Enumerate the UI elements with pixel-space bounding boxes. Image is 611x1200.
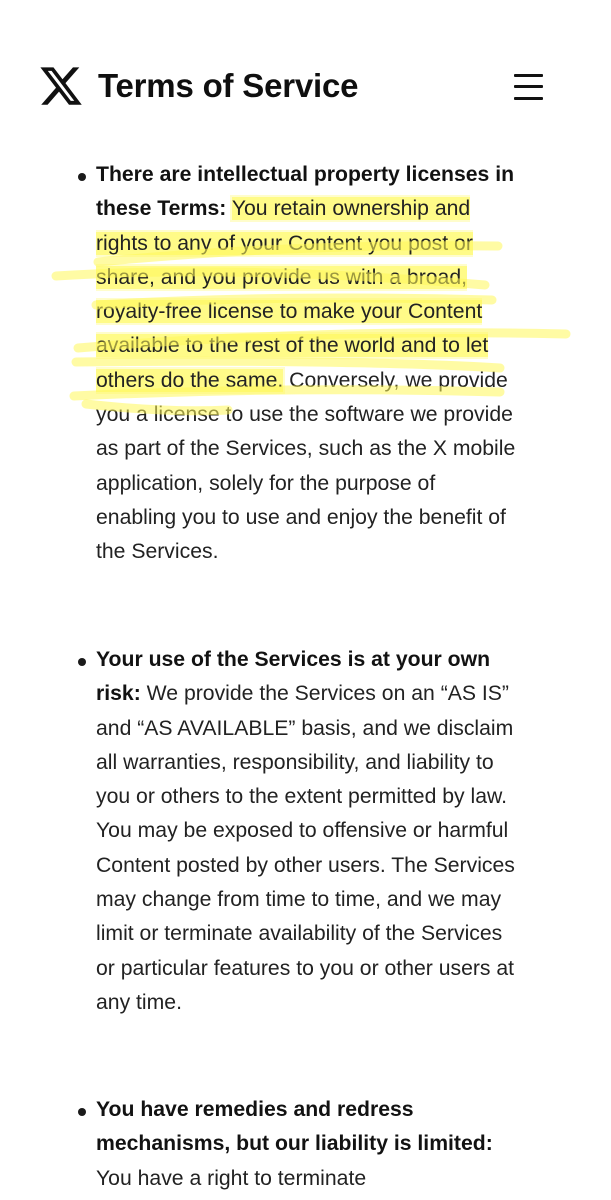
- bullet-icon: [78, 173, 86, 181]
- highlighted-text: You retain ownership and rights to any of your Content you post or share, and you provide us with a broad, royalty-free license to make your Content available to the rest of the world and to let others do the same.: [96, 197, 489, 392]
- bullet-icon: [78, 1108, 86, 1116]
- page-title: Terms of Service: [98, 67, 359, 104]
- section-text: Conversely, we provide you a license to use the software we provide as part of the Services, such as the X mobile application, solely for the purpose of enabling you to use and enjoy the benefit of the Services.: [96, 368, 516, 564]
- section-heading: There are intellectual property licenses in these Terms:: [96, 163, 515, 221]
- list-item: [96, 643, 516, 1020]
- section-heading: You have remedies and redress mechanisms, but our liability is limited:: [96, 1098, 493, 1156]
- section-heading: Your use of the Services is at your own risk:: [96, 648, 491, 706]
- list-item: [96, 1093, 516, 1196]
- bullet-icon: [78, 658, 86, 666]
- section-text: You have a right to terminate: [96, 1166, 367, 1190]
- section-text: We provide the Services on an “AS IS” and “AS AVAILABLE” basis, and we disclaim all warranties, responsibility, and liability to you or others to the extent permitted by law. You may be exposed to offensive or harmful Content posted by other users. The Services may change from time to time, and we may limit or terminate availability of the Services or particular features to you or other users at any time.: [96, 682, 515, 1014]
- list-item: [96, 158, 516, 570]
